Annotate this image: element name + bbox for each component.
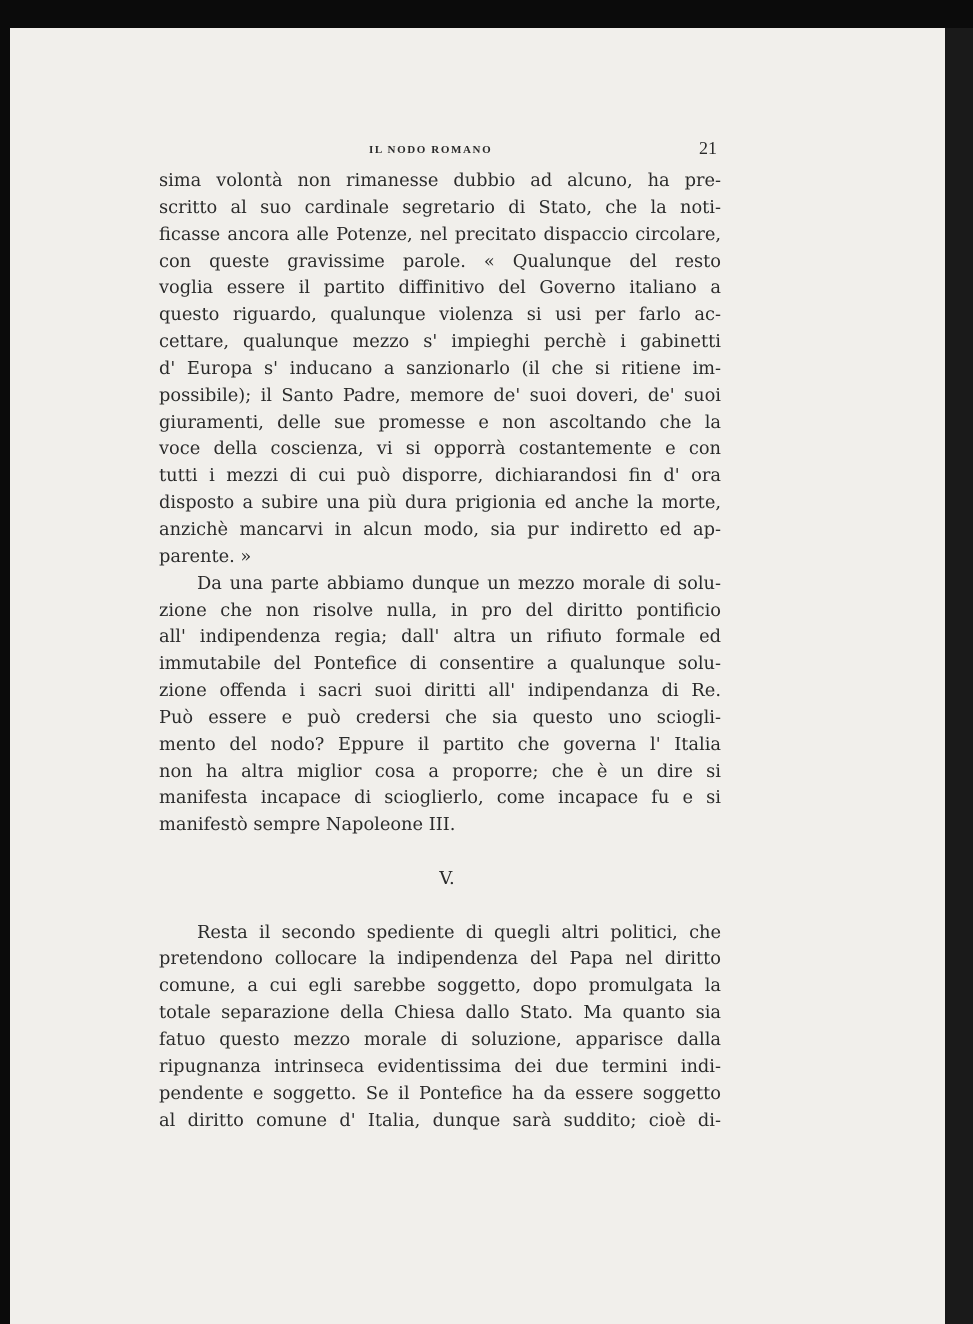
text-line: parente. » (159, 545, 252, 567)
text-line: totale separazione della Chiesa dallo Stato. Ma quanto sia (159, 1002, 721, 1024)
text-line: possibile); il Santo Padre, memore de' suoi doveri, de' suoi (159, 384, 721, 406)
text-line: manifestò sempre Napoleone III. (159, 814, 456, 836)
text-line: ficasse ancora alle Potenze, nel precitato dispaccio circolare, (159, 223, 721, 245)
page-number: 21 (699, 138, 717, 158)
page-text-block (159, 138, 721, 1134)
section-heading: V. (439, 867, 455, 889)
text-line: voce della coscienza, vi si opporrà costantemente e con (159, 438, 721, 460)
text-line: immutabile del Pontefice di consentire a qualunque solu- (159, 653, 721, 675)
text-line: Può essere e può credersi che sia questo uno sciogli- (159, 706, 721, 728)
text-line: tutti i mezzi di cui può disporre, dichiarandosi fin d' ora (159, 465, 721, 487)
text-line: giuramenti, delle sue promesse e non ascoltando che la (159, 411, 721, 433)
running-head (159, 138, 721, 168)
text-line: mento del nodo? Eppure il partito che governa l' Italia (159, 733, 721, 755)
text-line: non ha altra miglior cosa a proporre; che è un dire si (159, 760, 721, 782)
text-line: zione offenda i sacri suoi diritti all' indipendanza di Re. (159, 680, 721, 702)
text-line: fatuo questo mezzo morale di soluzione, apparisce dalla (159, 1029, 721, 1050)
paragraph-2 (159, 571, 721, 839)
text-line: pretendono collocare la indipendenza del Papa nel diritto (159, 948, 721, 970)
text-line: con queste gravissime parole. « Qualunque del resto (159, 250, 721, 272)
text-line: all' indipendenza regia; dall' altra un rifiuto formale ed (159, 626, 721, 648)
text-line: voglia essere il partito diffinitivo del Governo italiano a (159, 277, 721, 299)
page-edge-shadow (945, 28, 973, 1324)
text-line: sima volontà non rimanesse dubbio ad alcuno, ha pre- (159, 170, 721, 191)
text-line: manifesta incapace di scioglierlo, come incapace fu e si (159, 787, 721, 809)
text-line: d' Europa s' inducano a sanzionarlo (il che si ritiene im- (159, 357, 721, 379)
text-line: Resta il secondo spediente di quegli altri politici, che (197, 921, 721, 943)
text-line: al diritto comune d' Italia, dunque sarà suddito; cioè di- (159, 1109, 721, 1131)
text-line: comune, a cui egli sarebbe soggetto, dopo promulgata la (159, 975, 721, 997)
text-line: questo riguardo, qualunque violenza si usi per farlo ac- (159, 304, 721, 326)
text-line: Da una parte abbiamo dunque un mezzo morale di solu- (197, 572, 721, 594)
text-line: anzichè mancarvi in alcun modo, sia pur indiretto ed ap- (159, 518, 721, 540)
running-title: IL NODO ROMANO (369, 144, 493, 156)
text-line: ripugnanza intrinseca evidentissima dei due termini indi- (159, 1055, 721, 1077)
text-line: scritto al suo cardinale segretario di Stato, che la noti- (159, 196, 721, 218)
text-line: cettare, qualunque mezzo s' impieghi perchè i gabinetti (159, 331, 721, 353)
paragraph-3 (159, 920, 721, 1135)
text-line: pendente e soggetto. Se il Pontefice ha da essere soggetto (159, 1082, 721, 1104)
text-line: disposto a subire una più dura prigionia ed anche la morte, (159, 492, 721, 514)
text-line: zione che non risolve nulla, in pro del diritto pontificio (159, 599, 721, 621)
paragraph-1 (159, 168, 721, 571)
